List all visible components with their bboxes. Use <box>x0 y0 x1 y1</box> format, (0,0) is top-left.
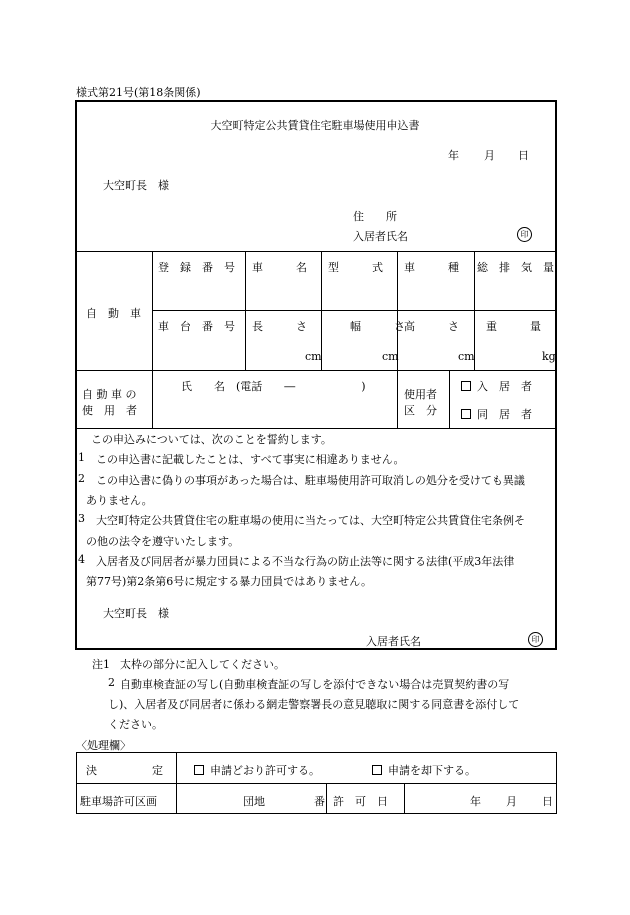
user-label-line2: 使 用 者 <box>82 404 137 417</box>
permit-day: 日 <box>542 795 553 808</box>
option-cohabitant[interactable] <box>461 406 532 422</box>
date-month: 月 <box>484 149 495 162</box>
vehicle-top-line <box>76 251 556 252</box>
pledge-item-3-line-1: 大空町特定公共賃貸住宅の駐車場の使用に当たっては、大空町特定公共賃貸住宅条例そ <box>96 514 525 527</box>
car-name-label: 車 名 <box>252 261 307 274</box>
pledge-top-line <box>76 428 556 429</box>
form-number: 様式第21号(第18条関係) <box>76 86 201 99</box>
pledge-item-3-line-2: の他の法令を遵守いたします。 <box>86 535 240 548</box>
reject-option[interactable] <box>372 762 476 778</box>
width-unit: cm <box>382 350 399 363</box>
reject-label: 申請を却下する。 <box>388 764 476 777</box>
weight-unit: kg <box>542 350 556 363</box>
note-2-line-3: ください。 <box>108 718 163 731</box>
pledge-item-1-line-1: この申込書に記載したことは、すべて事実に相違ありません。 <box>96 453 405 466</box>
pledge-item-3-number: 3 <box>78 512 85 525</box>
applicant-name-label: 入居者氏名 <box>353 230 408 243</box>
ban-label: 番 <box>314 795 325 808</box>
date-year: 年 <box>448 149 459 162</box>
pledge-item-4-number: 4 <box>78 553 85 566</box>
addressee: 大空町長 様 <box>103 179 169 192</box>
user-label-divider <box>152 370 153 428</box>
permit-date-label: 許 可 日 <box>333 795 388 808</box>
user-option-divider <box>449 370 450 428</box>
decision-label: 決 定 <box>86 764 163 777</box>
approve-option[interactable] <box>194 762 320 778</box>
note-1: 太枠の部分に記入してください。 <box>120 658 285 671</box>
permit-month: 月 <box>506 795 517 808</box>
name-phone-field[interactable]: 氏 名 (電話 ― ) <box>181 380 366 393</box>
date-day: 日 <box>518 149 529 162</box>
vehicle-mid-line <box>152 310 556 311</box>
model-type-label: 型 式 <box>328 261 383 274</box>
vehicle-label: 自 動 車 <box>86 307 141 320</box>
processing-col-line <box>326 783 327 814</box>
processing-col-line <box>176 752 177 814</box>
user-label-line1: 自 動 車 の <box>82 388 137 401</box>
pledge-addressee: 大空町長 様 <box>103 607 169 620</box>
parking-lot-label: 駐車場許可区画 <box>80 795 157 808</box>
pledge-item-4-line-1: 入居者及び同居者が暴力団員による不当な行為の防止法等に関する法律(平成3年法律 <box>96 555 515 568</box>
pledge-item-4-line-2: 第77号)第2条第6号に規定する暴力団員ではありません。 <box>86 575 372 588</box>
pledge-item-2-number: 2 <box>78 472 85 485</box>
pledge-intro: この申込みについては、次のことを誓約します。 <box>91 433 332 446</box>
approve-label: 申請どおり許可する。 <box>210 764 320 777</box>
width-label: 幅 さ <box>350 320 405 333</box>
pledge-seal-mark: 印 <box>528 632 543 647</box>
user-top-line <box>76 370 556 371</box>
displacement-label: 総 排 気 量 <box>477 261 554 274</box>
pledge-item-2-line-1: この申込書に偽りの事項があった場合は、駐車場使用許可取消しの処分を受けても異議 <box>96 474 525 487</box>
chassis-number-label: 車 台 番 号 <box>158 320 235 333</box>
form-title: 大空町特定公共賃貸住宅駐車場使用申込書 <box>210 119 420 132</box>
length-label: 長 さ <box>252 320 307 333</box>
permit-year: 年 <box>470 795 481 808</box>
checkbox-icon[interactable] <box>372 765 382 775</box>
processing-col-line <box>404 783 405 814</box>
weight-label: 重 量 <box>486 320 541 333</box>
user-class-label-line2: 区 分 <box>404 404 437 417</box>
height-label: 高 さ <box>404 320 459 333</box>
checkbox-icon[interactable] <box>461 381 471 391</box>
option-cohabitant-label: 同 居 者 <box>477 408 532 421</box>
danchi-label: 団地 <box>243 795 265 808</box>
pledge-name-label: 入居者氏名 <box>366 635 421 648</box>
user-class-label-line1: 使用者 <box>404 388 437 401</box>
car-kind-label: 車 種 <box>404 261 459 274</box>
registration-number-label: 登 録 番 号 <box>158 261 235 274</box>
length-unit: cm <box>305 350 322 363</box>
note-2-line-2: し)、入居者及び同居者に係わる網走警察署長の意見聴取に関する同意書を添付して <box>108 698 520 711</box>
checkbox-icon[interactable] <box>461 409 471 419</box>
note-2-line-1: 自動車検査証の写し(自動車検査証の写しを添付できない場合は売買契約書の写 <box>120 678 510 691</box>
seal-mark: 印 <box>517 227 532 242</box>
processing-row-line <box>76 783 556 784</box>
processing-header: 〈処理欄〉 <box>76 739 131 752</box>
height-unit: cm <box>458 350 475 363</box>
checkbox-icon[interactable] <box>194 765 204 775</box>
option-resident-label: 入 居 者 <box>477 380 532 393</box>
vehicle-col-line <box>245 251 246 370</box>
note-2-number: 2 <box>108 676 115 689</box>
user-class-divider <box>397 370 398 428</box>
address-label: 住 所 <box>353 210 397 223</box>
option-resident[interactable] <box>461 378 532 394</box>
note-label: 注1 <box>92 658 110 671</box>
pledge-item-1-number: 1 <box>78 451 85 464</box>
pledge-item-2-line-2: ありません。 <box>86 494 153 507</box>
